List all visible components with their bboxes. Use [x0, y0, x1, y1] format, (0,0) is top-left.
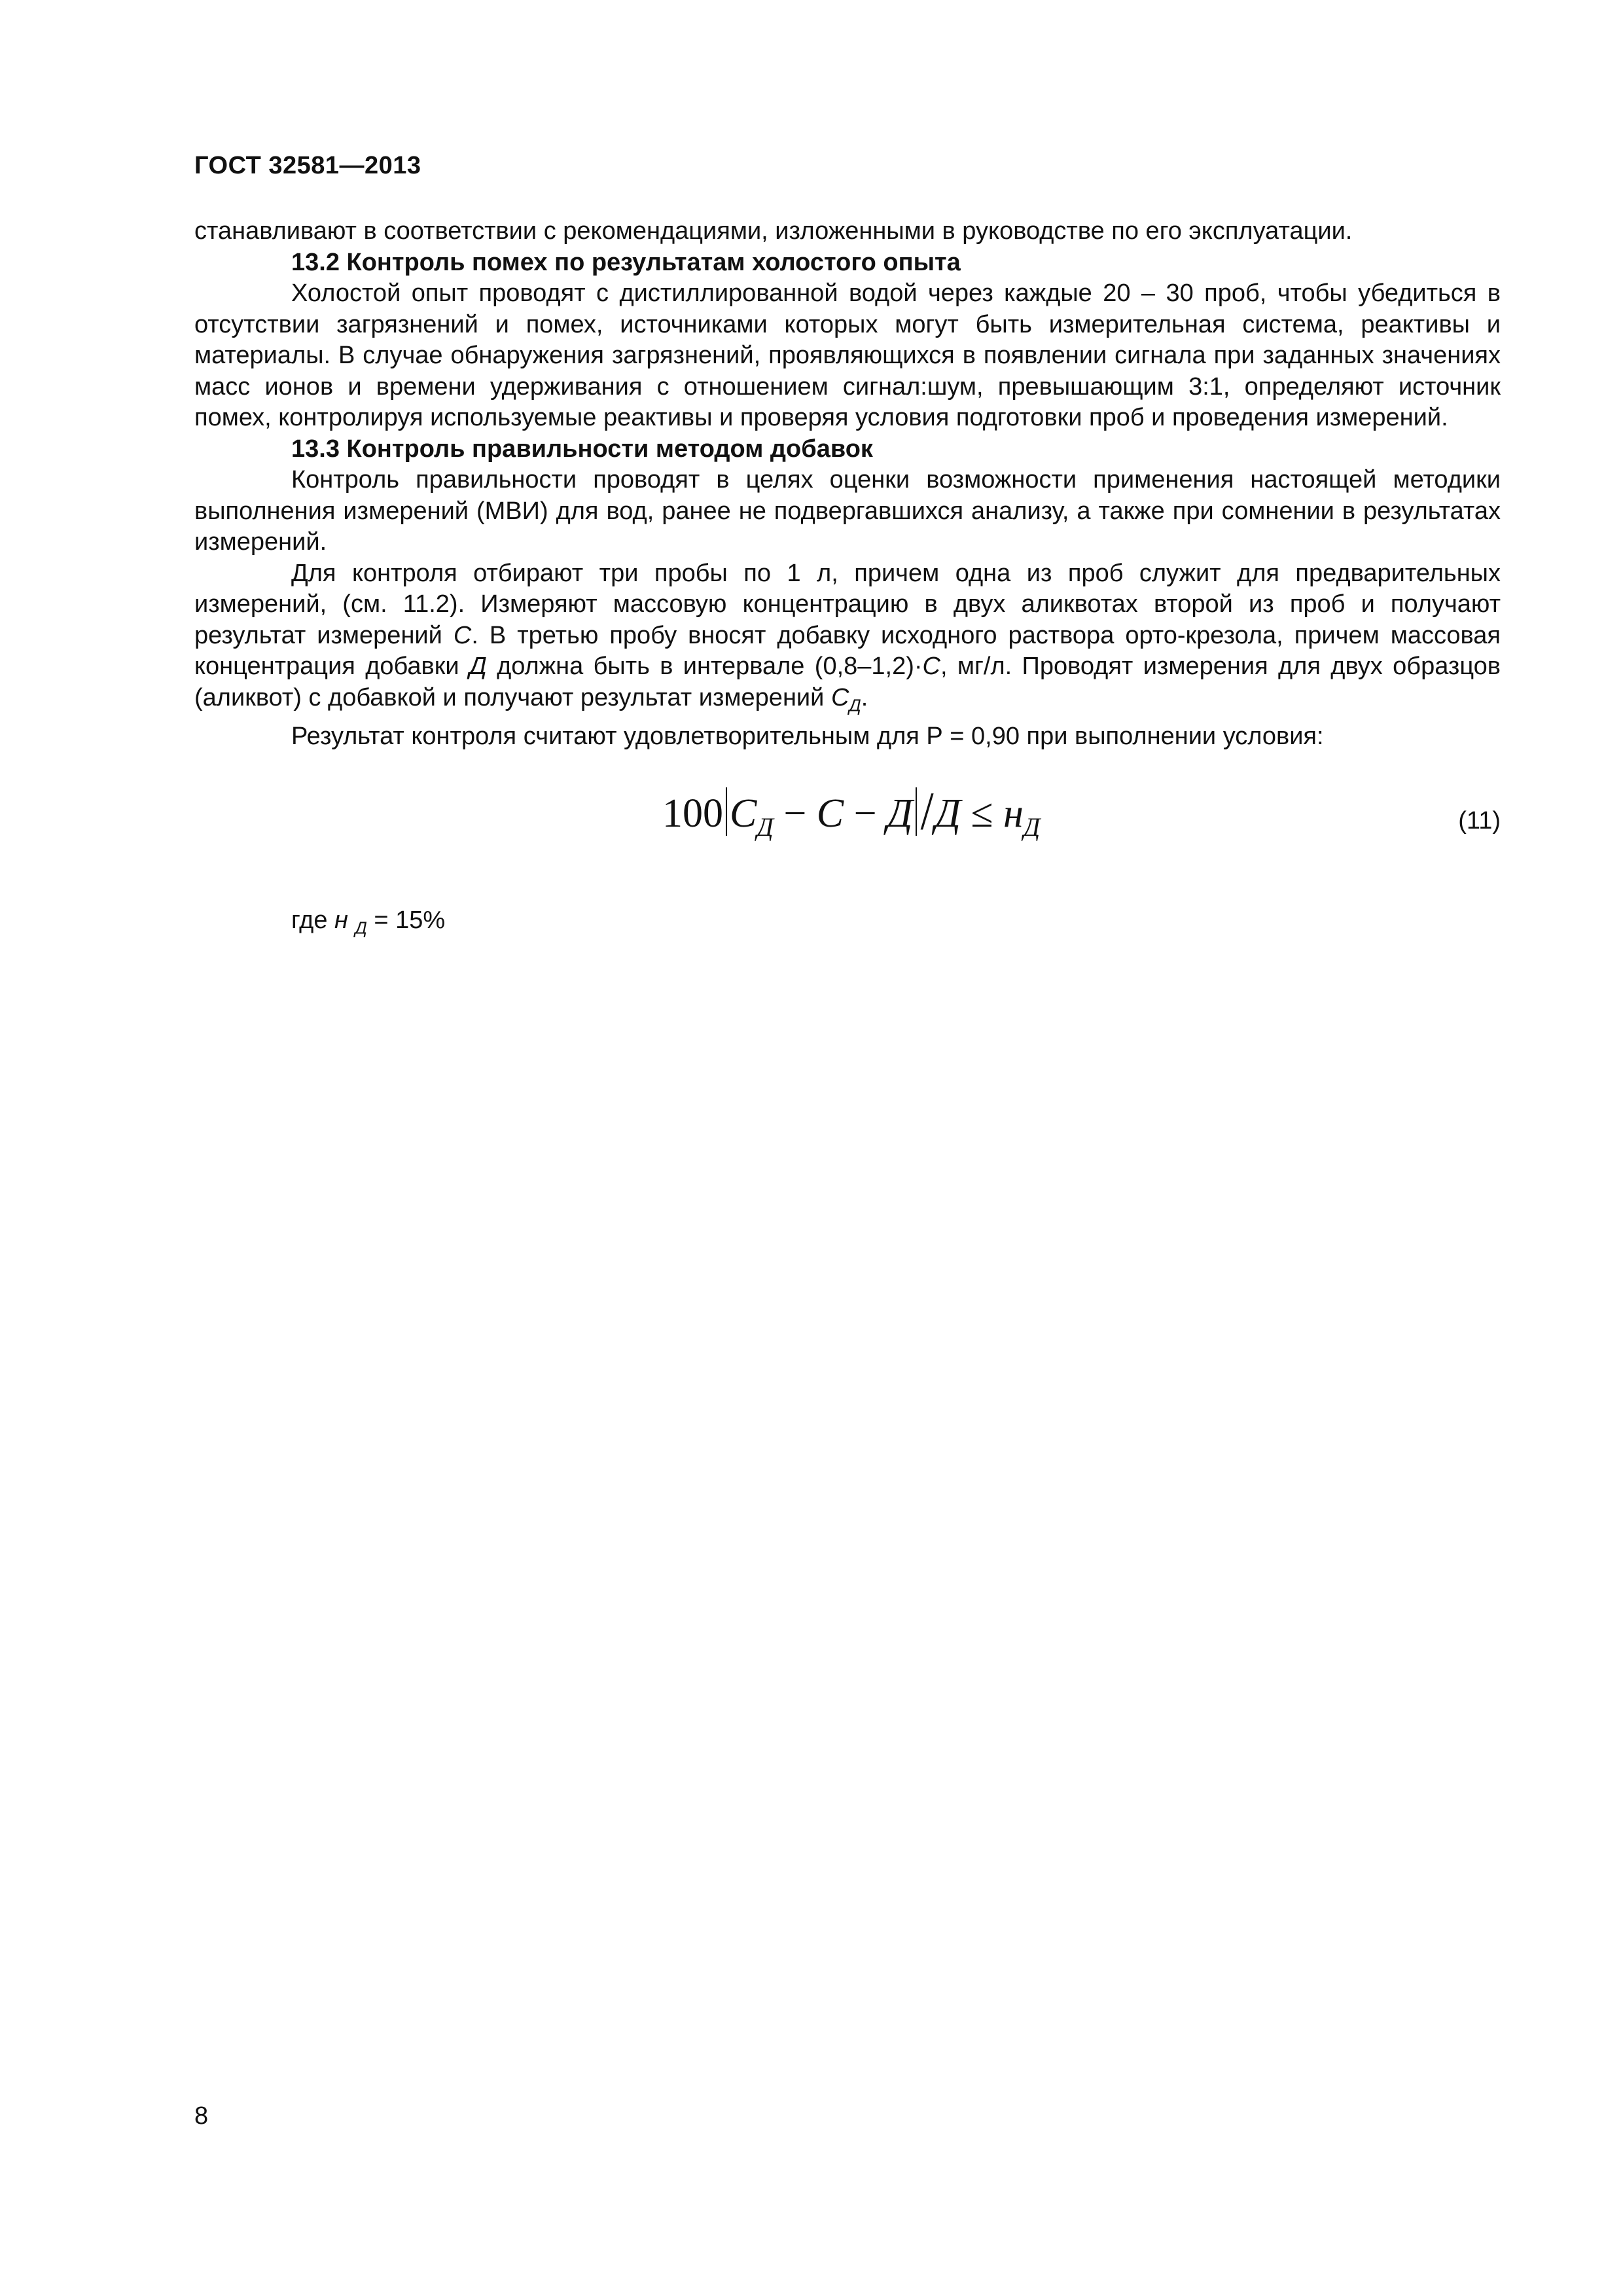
formula-minus: − [773, 791, 817, 836]
where-clause [194, 905, 1501, 944]
abs-bar-left [726, 787, 727, 836]
variable-cd-subscript: Д [849, 695, 861, 715]
formula-var-d: Д [935, 791, 961, 836]
text-run: Для контроля отбирают три пробы по 1 л, причем одна из проб служит для предварительных измерений, (см. 11.2). Измеряют массовую концентрацию в двух аликвотах второй из проб и получают результат измерений [194, 559, 1501, 649]
formula-var-d: Д [887, 791, 913, 836]
formula-block [194, 778, 1501, 876]
document-body [194, 216, 1501, 944]
page-number: 8 [194, 2102, 209, 2130]
formula-11 [662, 780, 1041, 843]
where-variable-subscript: Д [355, 918, 367, 938]
text-run: , мг/л. Проводят измерения для двух образцов (аликвот) с добавкой и получают результат измерений [194, 653, 1501, 711]
paragraph-blank-test: Холостой опыт проводят с дистиллированной водой через каждые 20 – 30 проб, чтобы убедиться в отсутствии загрязнений и помех, источниками которых могут быть измерительная система, реактивы и материалы. В случае обнаружения загрязнений, проявляющихся в появлении сигнала при заданных значениях масс ионов и времени удерживания с отношением сигнал:шум, превышающим 3:1, определяют источник помех, контролируя используемые реактивы и проверяя условия подготовки проб и проведения измерений. [194, 279, 1501, 431]
formula-var-c: С [816, 791, 844, 836]
abs-bar-right [916, 787, 917, 836]
formula-coefficient: 100 [662, 791, 723, 836]
variable-c: С [453, 621, 472, 649]
formula-minus: − [844, 791, 887, 836]
paragraph-accuracy-control: Контроль правильности проводят в целях оценки возможности применения настоящей методики выполнения измерений (МВИ) для вод, ранее не подвергавшихся анализу, а также при сомнении в результатах измерений. [194, 466, 1501, 556]
text-run: . [861, 683, 868, 711]
section-heading-13-2: 13.2 Контроль помех по результатам холостого опыта [291, 248, 961, 276]
section-heading-13-3: 13.3 Контроль правильности методом добавок [291, 435, 873, 463]
formula-sub-d: Д [1023, 812, 1041, 842]
paragraph-condition: Результат контроля считают удовлетворительным для Р = 0,90 при выполнении условия: [291, 722, 1324, 750]
text-run: . В третью пробу вносят добавку исходного раствора орто-крезола, причем массовая концентрация добавки [194, 621, 1501, 680]
formula-sub-d: Д [757, 812, 774, 842]
where-prefix: где [291, 906, 335, 935]
formula-slash: / [920, 780, 934, 841]
variable-c: С [922, 653, 940, 680]
document-header: ГОСТ 32581—2013 [194, 152, 421, 179]
variable-cd: С [830, 683, 849, 711]
paragraph-continuation: станавливают в соответствии с рекомендациями, изложенными в руководстве по его эксплуатации. [194, 217, 1353, 245]
formula-leq: ≤ [961, 791, 1004, 836]
formula-var-c: С [730, 791, 757, 836]
equation-number: (11) [1458, 807, 1501, 835]
where-variable: н [334, 906, 348, 935]
formula-var-n: н [1003, 791, 1024, 836]
text-run: должна быть в интервале (0,8–1,2)· [486, 653, 923, 680]
paragraph-sampling [194, 558, 1501, 721]
variable-d: Д [469, 653, 487, 680]
where-value: = 15% [366, 906, 446, 935]
